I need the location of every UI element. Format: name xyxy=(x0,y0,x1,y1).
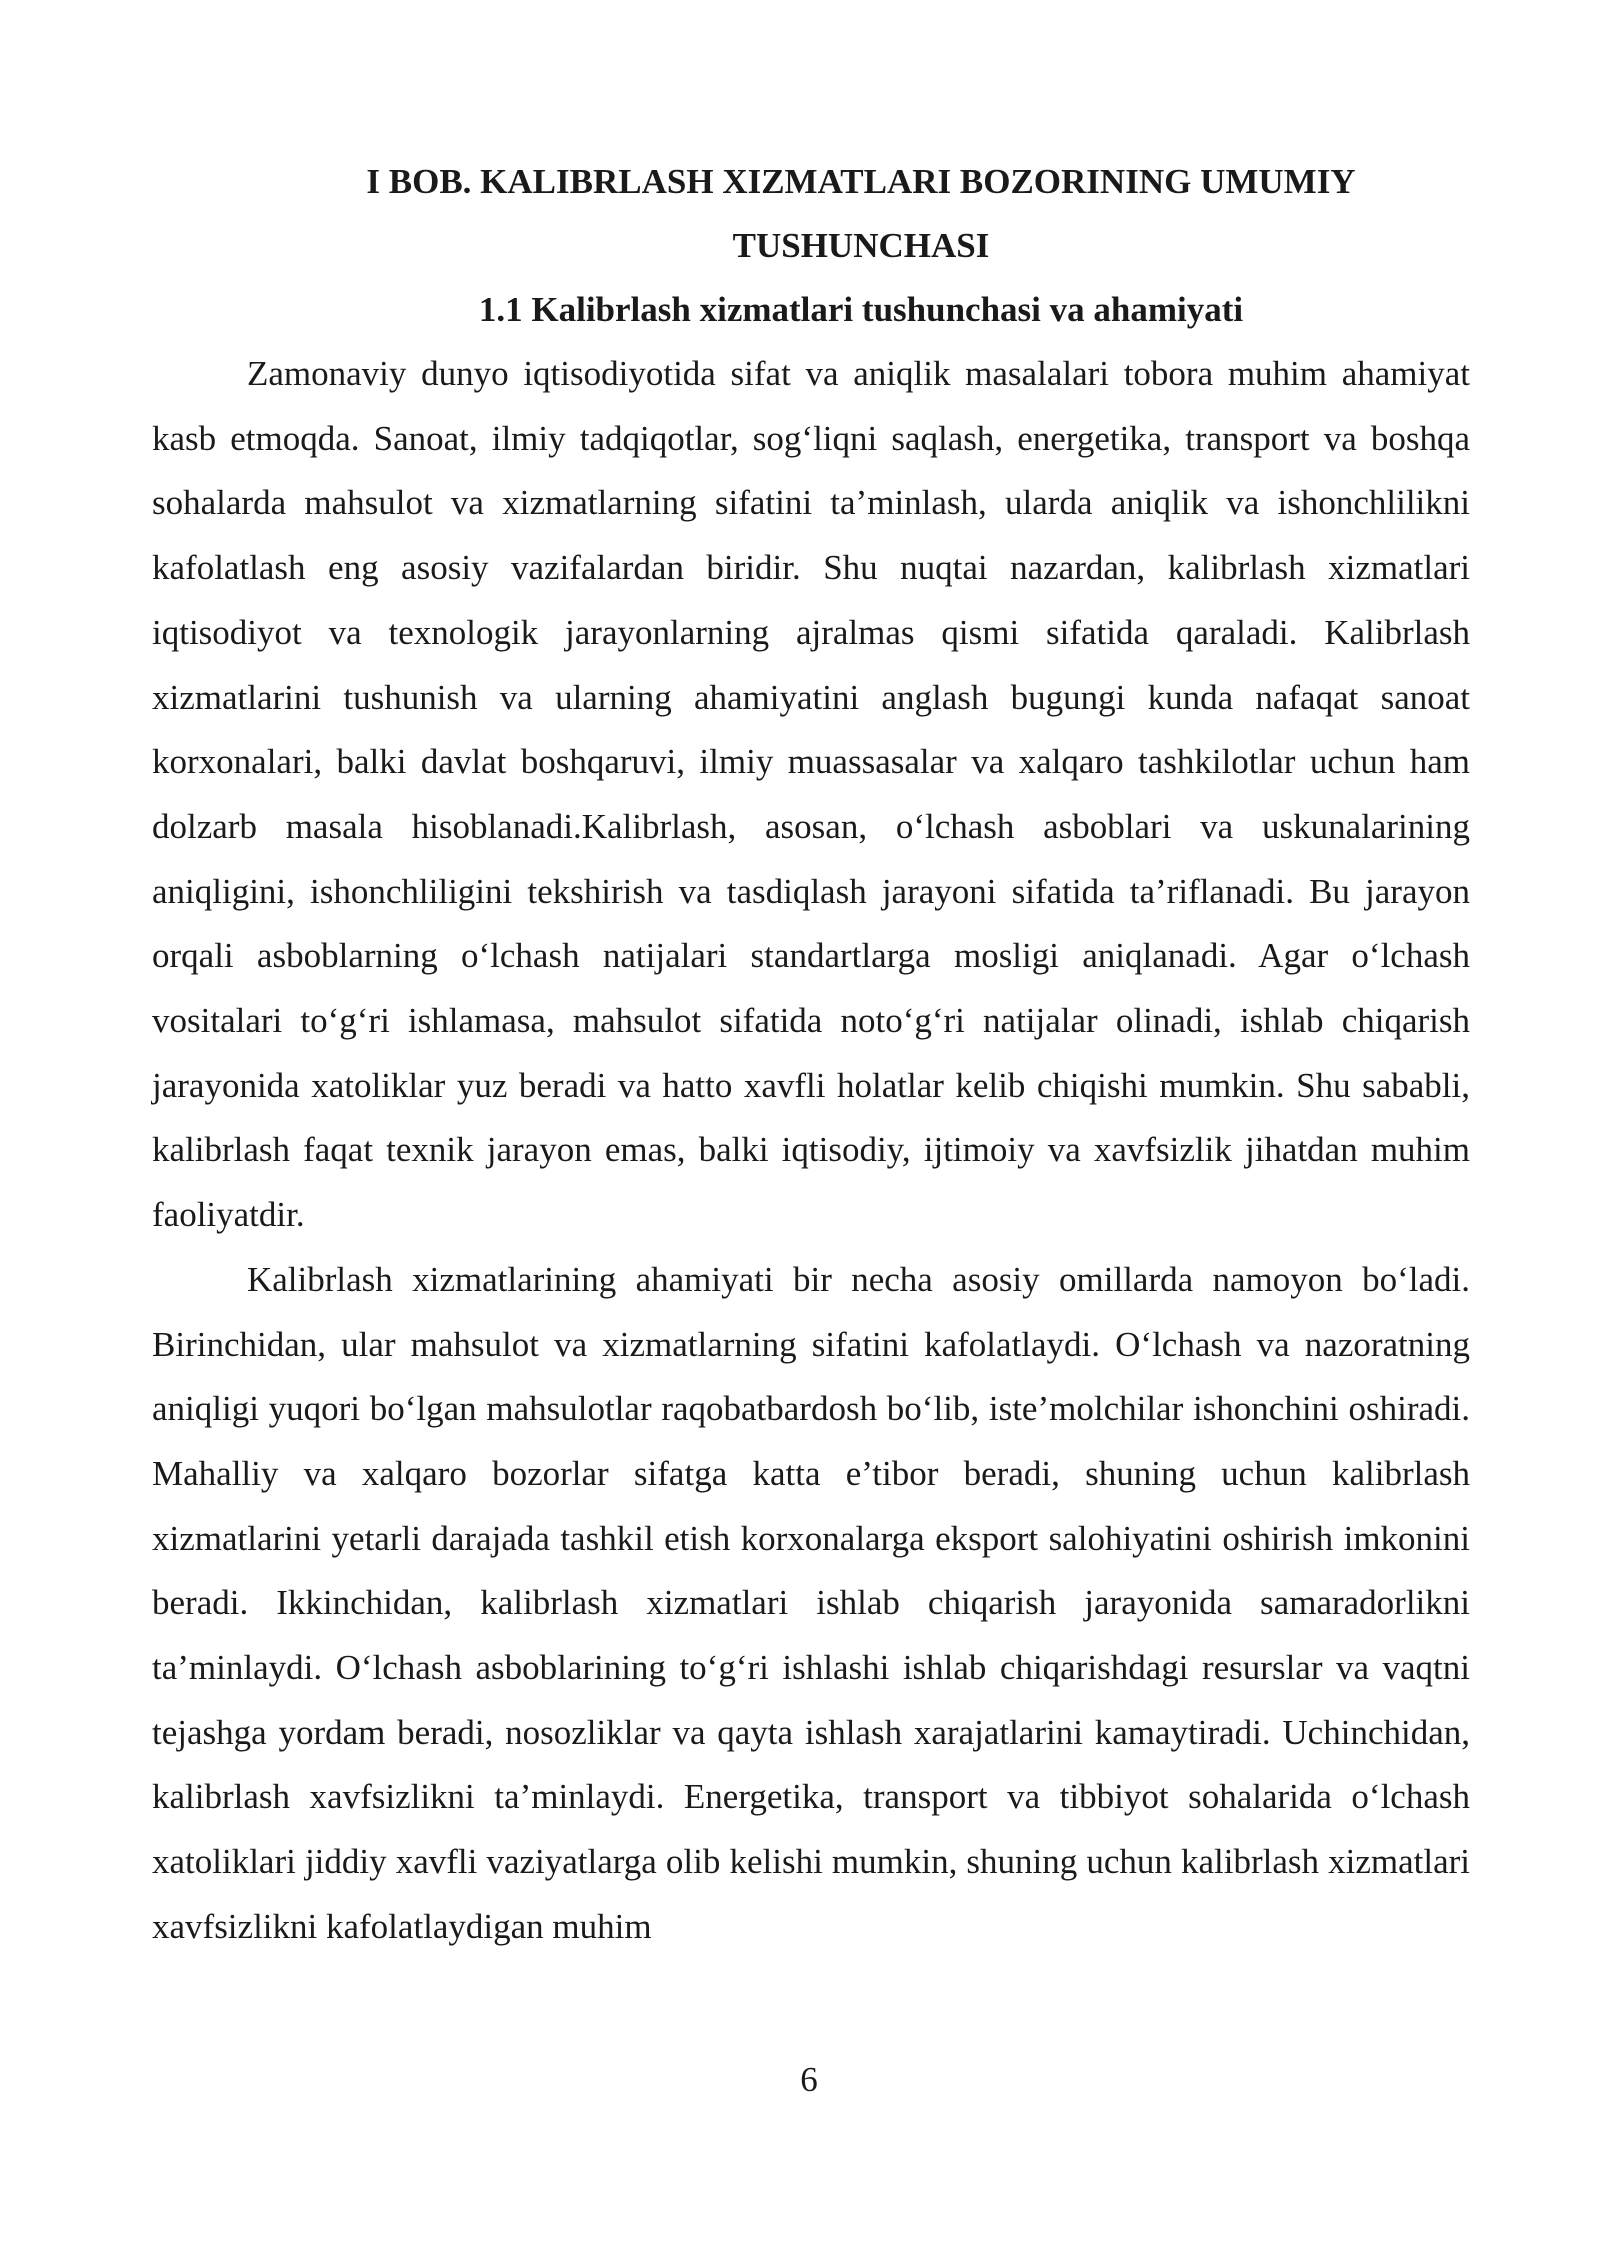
page-content xyxy=(152,150,1470,1960)
section-title: 1.1 Kalibrlash xizmatlari tushunchasi va ahamiyati xyxy=(478,290,1244,329)
body-paragraph: Zamonaviy dunyo iqtisodiyotida sifat va aniqlik masalalari tobora muhim ahamiyat kasb etmoqda. Sanoat, ilmiy tadqiqotlar, sog‘liqni saqlash, energetika, transport va boshqa sohalarda mahsulot va xizmatlarning sifatini ta’minlash, ularda aniqlik va ishonchlilikni kafolatlash eng asosiy vazifalardan biridir. Shu nuqtai nazardan, kalibrlash xizmatlari iqtisodiyot va texnologik jarayonlarning ajralmas qismi sifatida qaraladi. Kalibrlash xizmatlarini tushunish va ularning ahamiyatini anglash bugungi kunda nafaqat sanoat korxonalari, balki davlat boshqaruvi, ilmiy muassasalar va xalqaro tashkilotlar uchun ham dolzarb masala hisoblanadi.Kalibrlash, asosan, o‘lchash asboblari va uskunalarining aniqligini, ishonchliligini tekshirish va tasdiqlash jarayoni sifatida ta’riflanadi. Bu jarayon orqali asboblarning o‘lchash natijalari standartlarga mosligi aniqlanadi. Agar o‘lchash vositalari to‘g‘ri ishlamasa, mahsulot sifatida noto‘g‘ri natijalar olinadi, ishlab chiqarish jarayonida xatoliklar yuz beradi va hatto xavfli holatlar kelib chiqishi mumkin. Shu sababli, kalibrlash faqat texnik jarayon emas, balki iqtisodiy, ijtimoiy va xavfsizlik jihatdan muhim faoliyatdir. xyxy=(152,354,1470,1235)
body-paragraph: Kalibrlash xizmatlarining ahamiyati bir necha asosiy omillarda namoyon bo‘ladi. Birinchidan, ular mahsulot va xizmatlarning sifatini kafolatlaydi. O‘lchash va nazoratning aniqligi yuqori bo‘lgan mahsulotlar raqobatbardosh bo‘lib, iste’molchilar ishonchini oshiradi. Mahalliy va xalqaro bozorlar sifatga katta e’tibor beradi, shuning uchun kalibrlash xizmatlarini yetarli darajada tashkil etish korxonalarga eksport salohiyatini oshirish imkonini beradi. Ikkinchidan, kalibrlash xizmatlari ishlab chiqarish jarayonida samaradorlikni ta’minlaydi. O‘lchash asboblarining to‘g‘ri ishlashi ishlab chiqarishdagi resurslar va vaqtni tejashga yordam beradi, nosozliklar va qayta ishlash xarajatlarini kamaytiradi. Uchinchidan, kalibrlash xavfsizlikni ta’minlaydi. Energetika, transport va tibbiyot sohalarida o‘lchash xatoliklari jiddiy xavfli vaziyatlarga olib kelishi mumkin, shuning uchun kalibrlash xizmatlari xavfsizlikni kafolatlaydigan muhim xyxy=(152,1259,1470,1946)
chapter-title: I BOB. KALIBRLASH XIZMATLARI BOZORINING UMUMIY TUSHUNCHASI xyxy=(366,162,1356,265)
page-number: 6 xyxy=(800,2060,818,2099)
